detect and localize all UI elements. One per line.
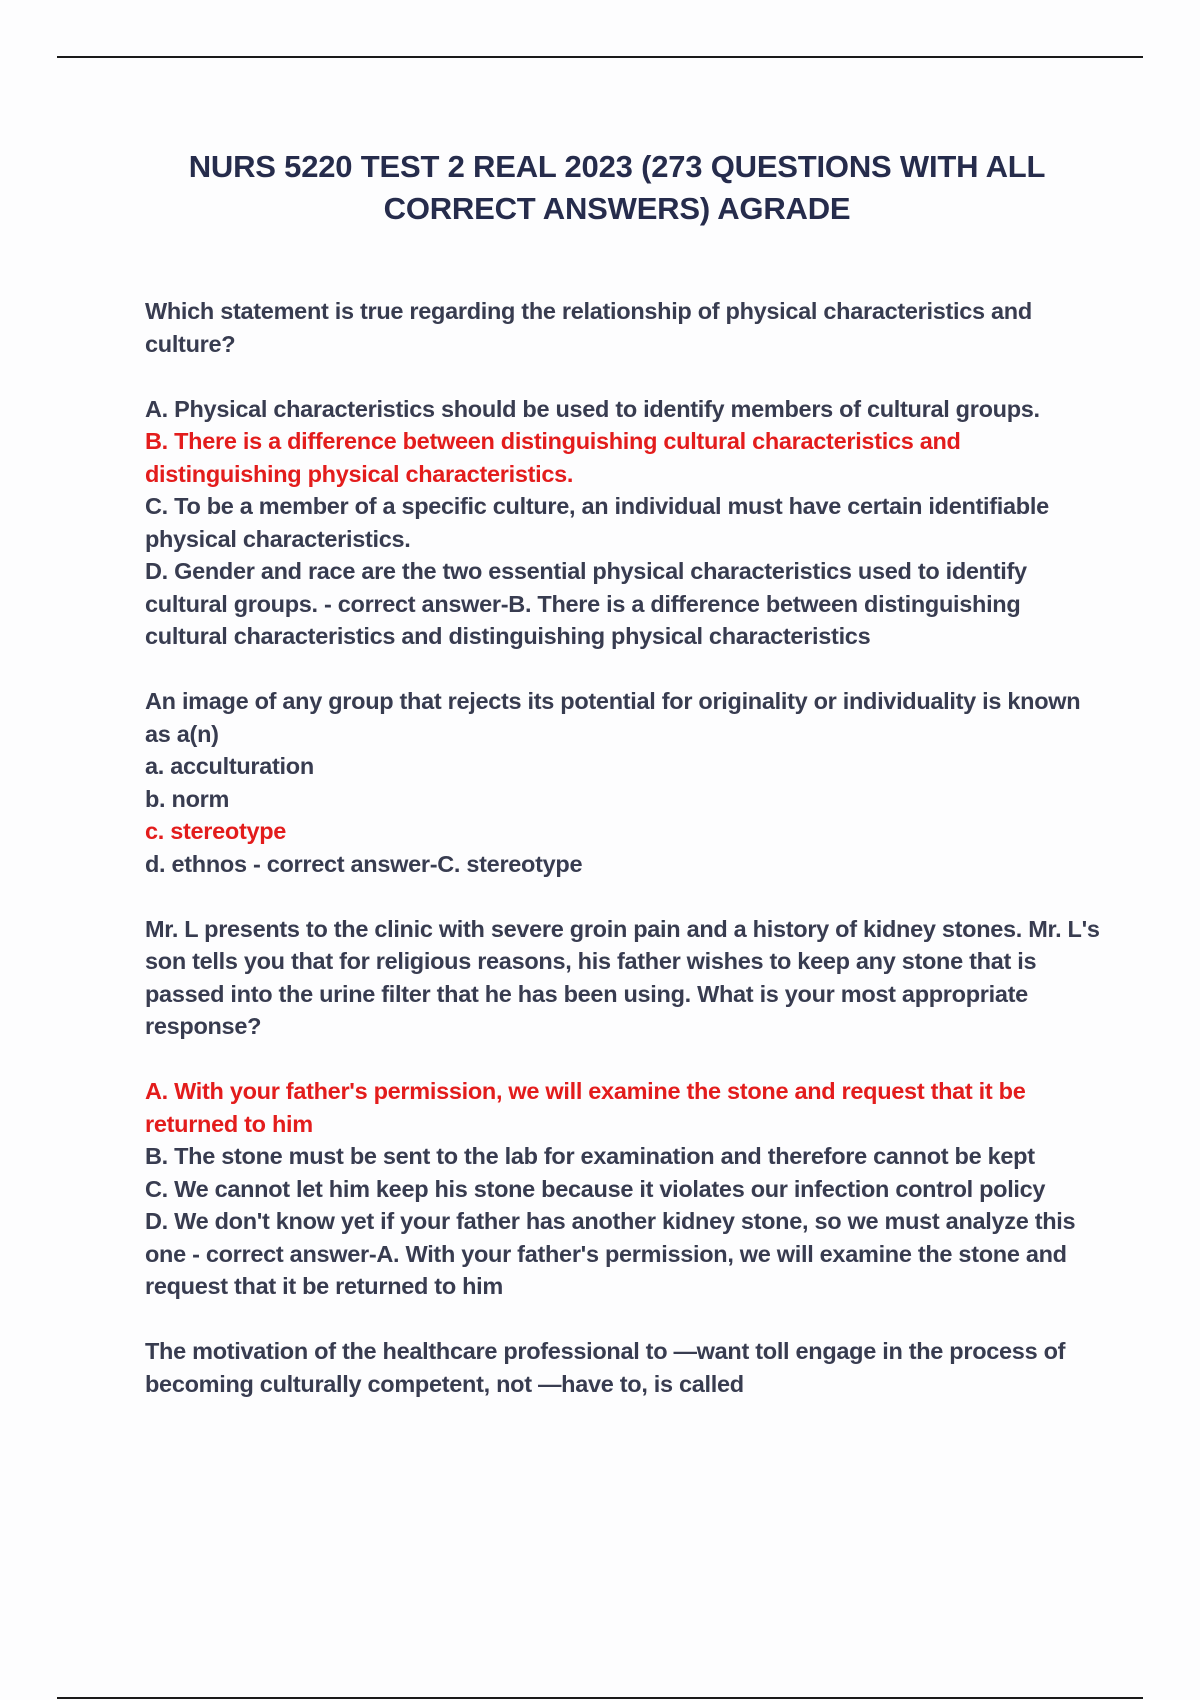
question-2 [145,685,1105,880]
option-b: b. norm [145,785,230,812]
document-title: NURS 5220 TEST 2 REAL 2023 (273 QUESTIONS WITH ALL CORRECT ANSWERS) AGRADE [188,149,1046,226]
option-a: A. Physical characteristics should be used to identify members of cultural groups. [145,395,1040,422]
option-c-correct: c. stereotype [145,818,287,844]
question-stem: Which statement is true regarding the relationship of physical characteristics and culture? [145,298,1032,357]
question-3 [145,913,1105,1043]
question-1-options [145,393,1105,653]
question-3-options [145,1075,1105,1303]
option-d-with-answer: D. We don't know yet if your father has another kidney stone, so we must analyze this one - correct answer-A. With your father's permission, we will examine the stone and request that it be returned to him [145,1208,1076,1299]
question-stem: Mr. L presents to the clinic with severe groin pain and a history of kidney stones. Mr. L's son tells you that for religious reasons, his father wishes to keep any stone that is passed into the urine filter that he has been using. What is your most appropriate response? [145,915,1100,1039]
header-rule [57,56,1143,58]
question-1 [145,295,1105,360]
question-4 [145,1335,1105,1400]
question-stem: The motivation of the healthcare professional to —want toll engage in the process of becoming culturally competent, not —have to, is called [145,1338,1066,1397]
question-list [145,295,1105,1433]
option-d-with-answer: d. ethnos - correct answer-C. stereotype [145,850,583,877]
option-d-with-answer: D. Gender and race are the two essential physical characteristics used to identify cultural groups. - correct answer-B. There is a difference between distinguishing cultural characteristics and distinguishing physical characteristics [145,558,1027,649]
footer-rule [57,1697,1143,1699]
option-c: C. We cannot let him keep his stone because it violates our infection control policy [145,1175,1046,1202]
option-a: a. acculturation [145,753,314,779]
question-stem: An image of any group that rejects its potential for originality or individuality is known as a(n) [145,688,1081,747]
option-c: C. To be a member of a specific culture, an individual must have certain identifiable physical characteristics. [145,493,1049,552]
option-a-correct: A. With your father's permission, we will examine the stone and request that it be returned to him [145,1078,1026,1137]
option-b-correct: B. There is a difference between distinguishing cultural characteristics and distinguishing physical characteristics. [145,428,961,487]
option-b: B. The stone must be sent to the lab for examination and therefore cannot be kept [145,1143,1035,1169]
